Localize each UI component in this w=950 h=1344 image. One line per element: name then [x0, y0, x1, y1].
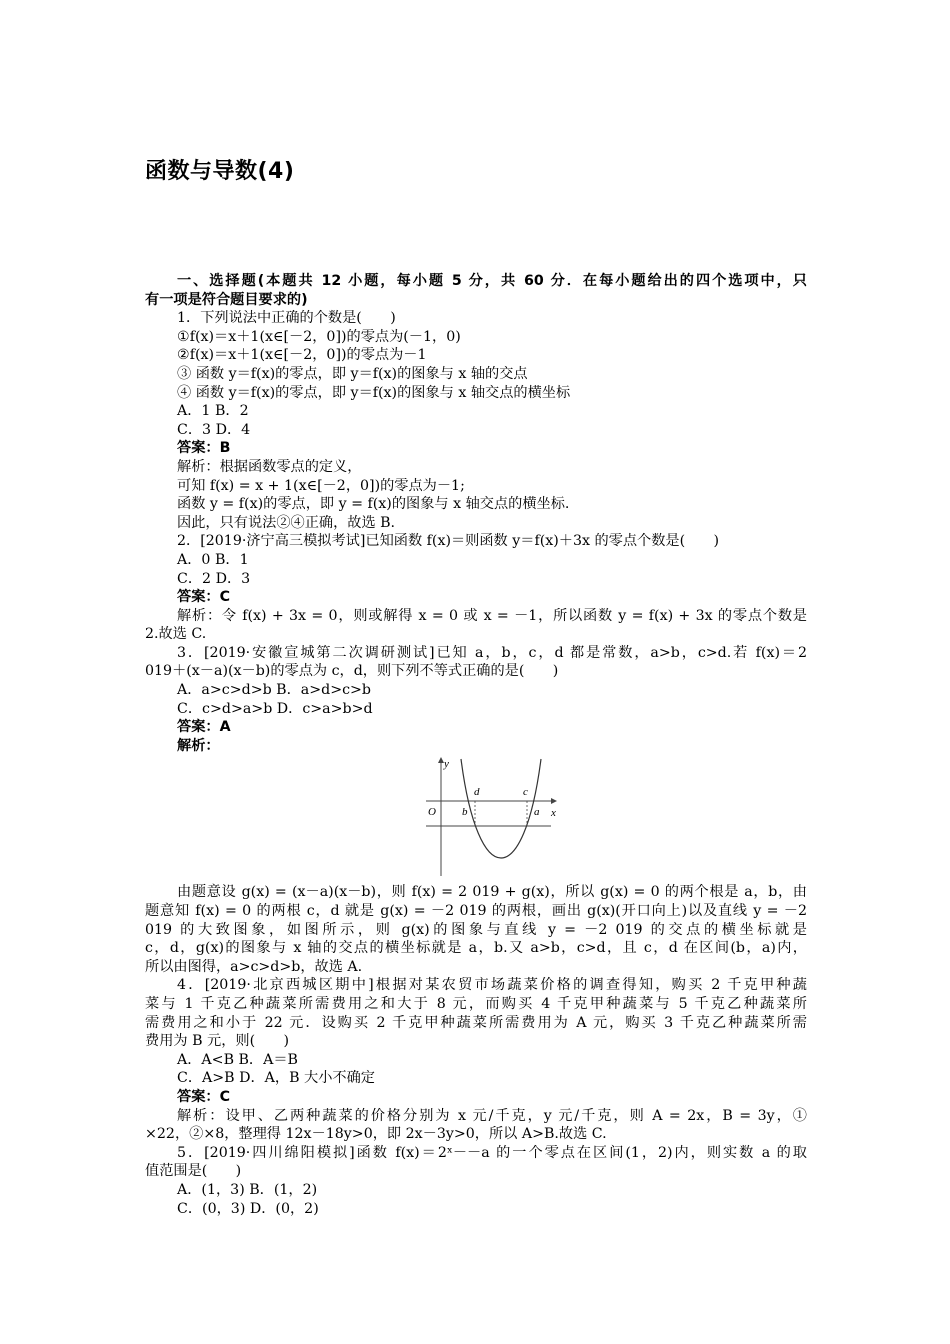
label-y: y [444, 758, 449, 771]
document-body [145, 272, 807, 1218]
q3-options-cd: C．c>d>a>b D．c>a>b>d [177, 700, 373, 717]
q3-explanation: 由题意设 g(x) = (x－a)(x－b)，则 f(x) = 2 019 + g(x)，所以 g(x) = 0 的两个根是 a，b，由 [177, 884, 807, 901]
q3-explanation: 019 的大致图象，如图所示，则 g(x)的图象与直线 y = －2 019 的交点的横坐标就是 [145, 921, 807, 938]
q2-options-cd: C．2 D．3 [177, 570, 251, 587]
q4-stem-cont: 需费用之和小于 22 元．设购买 2 千克甲种蔬菜所需费用为 A 元，购买 3 千克乙种蔬菜所需 [145, 1014, 807, 1031]
section-heading-cont: 有一项是符合题目要求的) [145, 291, 308, 308]
label-origin: O [428, 806, 436, 819]
q1-statement-3: ③ 函数 y＝f(x)的零点，即 y＝f(x)的图象与 x 轴的交点 [177, 365, 528, 382]
q2-stem: 2．[2019·济宁高三模拟考试]已知函数 f(x)＝则函数 y＝f(x)＋3x 的零点个数是( ) [177, 533, 720, 550]
q2-options-ab: A．0 B．1 [177, 551, 249, 568]
section-heading: 一、选择题(本题共 12 小题，每小题 5 分，共 60 分．在每小题给出的四个选项中，只 [177, 273, 807, 289]
page-title: 函数与导数(4) [145, 159, 295, 184]
parabola-graph [423, 755, 563, 879]
q4-answer: 答案：C [177, 1088, 230, 1105]
q1-statement-1: ①f(x)＝x＋1(x∈[－2，0])的零点为(－1，0) [177, 328, 461, 345]
q3-stem-cont: 019＋(x－a)(x－b)的零点为 c，d，则下列不等式正确的是( ) [145, 663, 559, 680]
q3-stem: 3．[2019·安徽宣城第二次调研测试]已知 a，b，c，d 都是常数，a>b，c>d.若 f(x)＝2 [177, 644, 807, 661]
q1-options-ab: A．1 B．2 [177, 403, 249, 420]
q3-explanation-label: 解析： [177, 737, 220, 754]
x-axis-arrow [551, 798, 557, 804]
q3-options-ab: A．a>c>d>b B．a>d>c>b [177, 682, 372, 699]
q1-statement-4: ④ 函数 y＝f(x)的零点，即 y＝f(x)的图象与 x 轴交点的横坐标 [177, 384, 571, 401]
q4-options-cd: C．A>B D．A，B 大小不确定 [177, 1070, 375, 1087]
q1-answer: 答案：B [177, 440, 231, 457]
q4-explanation: ×22，②×8，整理得 12x－18y>0，即 2x－3y>0，所以 A>B.故选 C. [145, 1126, 607, 1143]
q3-explanation: 题意知 f(x) = 0 的两根 c，d 就是 g(x) = －2 019 的两根，画出 g(x)(开口向上)以及直线 y = －2 [145, 903, 807, 920]
q5-options-cd: C．(0，3) D．(0，2) [177, 1200, 319, 1217]
q4-explanation: 解析：设甲、乙两种蔬菜的价格分别为 x 元/千克，y 元/千克，则 A = 2x，B = 3y，① [177, 1107, 807, 1124]
parabola-curve [461, 759, 541, 858]
q5-options-ab: A．(1，3) B．(1，2) [177, 1181, 318, 1198]
q1-options-cd: C．3 D．4 [177, 421, 251, 438]
label-a: a [534, 806, 540, 819]
label-x: x [551, 807, 556, 820]
label-d: d [474, 786, 480, 799]
q1-explanation: 函数 y = f(x)的零点，即 y = f(x)的图象与 x 轴交点的横坐标. [177, 496, 570, 513]
q2-explanation: 2.故选 C. [145, 626, 207, 643]
q1-statement-2: ②f(x)＝x＋1(x∈[－2，0])的零点为－1 [177, 347, 427, 364]
label-c: c [523, 786, 528, 799]
q4-stem-cont: 菜与 1 千克乙种蔬菜所需费用之和大于 8 元，而购买 4 千克甲种蔬菜与 5 千克乙种蔬菜所 [145, 996, 807, 1012]
q3-explanation: c，d，g(x)的图象与 x 轴的交点的横坐标就是 a，b.又 a>b，c>d，且 c，d 在区间(b，a)内， [145, 940, 807, 957]
q5-stem-cont: 值范围是( ) [145, 1163, 242, 1180]
q3-explanation: 所以由图得，a>c>d>b，故选 A. [145, 958, 363, 975]
label-b: b [462, 806, 468, 819]
q4-stem: 4．[2019·北京西城区期中]根据对某农贸市场蔬菜价格的调查得知，购买 2 千克甲种蔬 [177, 977, 807, 994]
q3-answer: 答案：A [177, 719, 231, 736]
q3-figure [145, 755, 807, 883]
q1-stem: 1．下列说法中正确的个数是( ) [177, 310, 396, 327]
q1-explanation: 可知 f(x) = x + 1(x∈[－2，0])的零点为－1; [177, 477, 465, 494]
q4-options-ab: A．A<B B．A＝B [177, 1051, 298, 1068]
q4-stem-cont: 费用为 B 元，则( ) [145, 1033, 290, 1050]
q5-stem: 5．[2019·四川绵阳模拟]函数 f(x)＝2ˣ－－a 的一个零点在区间(1，2)内，则实数 a 的取 [177, 1144, 807, 1161]
q2-explanation: 解析：令 f(x) + 3x = 0，则或解得 x = 0 或 x = －1，所以函数 y = f(x) + 3x 的零点个数是 [177, 607, 807, 624]
q1-explanation: 因此，只有说法②④正确，故选 B. [177, 514, 396, 531]
q1-explanation: 解析：根据函数零点的定义， [177, 458, 362, 475]
q2-answer: 答案：C [177, 589, 230, 606]
